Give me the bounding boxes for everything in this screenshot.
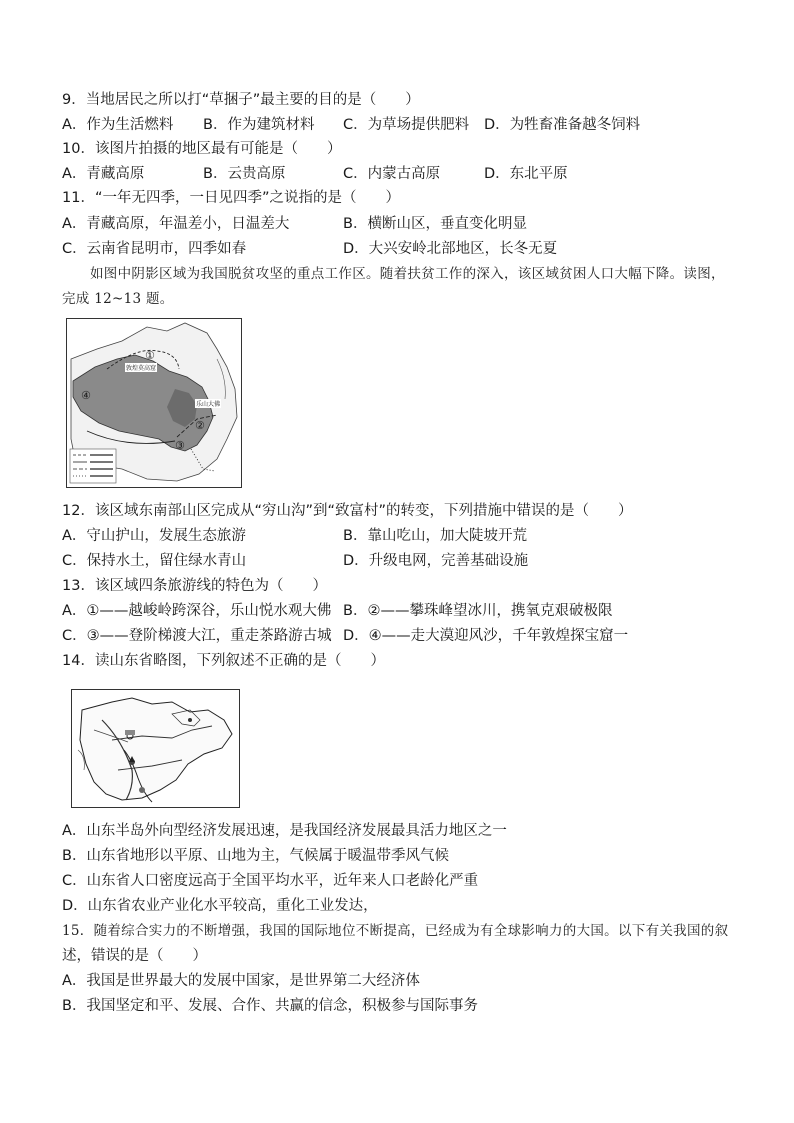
q10-option-a: A．青藏高原 bbox=[62, 166, 145, 182]
q13-option-a: A．①——越峻岭跨深谷，乐山悦水观大佛 bbox=[62, 603, 332, 619]
q15-stem-line2: 述，错误的是（ ） bbox=[62, 948, 207, 964]
map-label-3: ③ bbox=[175, 439, 185, 452]
map-label-4: ④ bbox=[81, 389, 91, 402]
q12-option-b: B．靠山吃山，加大陡坡开荒 bbox=[343, 528, 527, 544]
q12-intro-line2: 完成 12~13 题。 bbox=[62, 291, 174, 307]
q12-option-c: C．保持水土，留住绿水青山 bbox=[62, 553, 247, 569]
q11-option-d: D．大兴安岭北部地区，长冬无夏 bbox=[343, 241, 558, 257]
q14-stem: 14．读山东省略图，下列叙述不正确的是（ ） bbox=[62, 653, 385, 669]
q14-option-a: A．山东半岛外向型经济发展迅速，是我国经济发展最具活力地区之一 bbox=[62, 823, 507, 839]
q11-stem: 11．“一年无四季，一日见四季”之说指的是（ ） bbox=[62, 190, 400, 206]
map-label-dunhuang: 敦煌莫高窟 bbox=[126, 365, 157, 372]
q10-stem: 10．该图片拍摄的地区最有可能是（ ） bbox=[62, 141, 342, 157]
q9-option-b: B．作为建筑材料 bbox=[203, 117, 315, 133]
q13-option-c: C．③——登阶梯渡大江，重走茶路游古城 bbox=[62, 628, 332, 644]
q10-option-c: C．内蒙古高原 bbox=[343, 166, 441, 182]
q9-option-a: A．作为生活燃料 bbox=[62, 117, 174, 133]
q11-option-b: B．横断山区，垂直变化明显 bbox=[343, 216, 527, 232]
q12-option-d: D．升级电网，完善基础设施 bbox=[343, 553, 529, 569]
q9-option-c: C．为草场提供肥料 bbox=[343, 117, 470, 133]
q14-option-b: B．山东省地形以平原、山地为主，气候属于暖温带季风气候 bbox=[62, 848, 449, 864]
q15-option-b: B．我国坚定和平、发展、合作、共赢的信念，积极参与国际事务 bbox=[62, 998, 478, 1014]
map-label-2: ② bbox=[195, 419, 205, 432]
q13-option-d: D．④——走大漠迎风沙，千年敦煌探宝窟一 bbox=[343, 628, 629, 644]
q13-stem: 13．该区域四条旅游线的特色为（ ） bbox=[62, 578, 327, 594]
q10-option-d: D．东北平原 bbox=[484, 166, 568, 182]
q11-option-c: C．云南省昆明市，四季如春 bbox=[62, 241, 247, 257]
q12-option-a: A．守山护山，发展生态旅游 bbox=[62, 528, 246, 544]
q12-intro-line1: 如图中阴影区域为我国脱贫攻坚的重点工作区。随着扶贫工作的深入，该区域贫困人口大幅下降。读图， bbox=[90, 266, 725, 282]
poverty-region-map bbox=[66, 318, 242, 488]
q15-option-a: A．我国是世界最大的发展中国家，是世界第二大经济体 bbox=[62, 973, 420, 989]
q9-option-d: D．为牲畜准备越冬饲料 bbox=[484, 117, 641, 133]
q12-stem: 12．该区域东南部山区完成从“穷山沟”到“致富村”的转变，下列措施中错误的是（ ） bbox=[62, 503, 633, 519]
q13-option-b: B．②——攀珠峰望冰川，携氧克艰破极限 bbox=[343, 603, 613, 619]
shandong-map bbox=[71, 689, 240, 808]
q14-option-c: C．山东省人口密度远高于全国平均水平，近年来人口老龄化严重 bbox=[62, 873, 479, 889]
q10-option-b: B．云贵高原 bbox=[203, 166, 286, 182]
map-label-1: ① bbox=[145, 349, 155, 362]
q15-stem-line1: 15．随着综合实力的不断增强，我国的国际地位不断提高，已经成为有全球影响力的大国。以下有关我国的叙 bbox=[62, 923, 729, 939]
q9-stem: 9．当地居民之所以打“草捆子”最主要的目的是（ ） bbox=[62, 92, 420, 108]
q11-option-a: A．青藏高原，年温差小，日温差大 bbox=[62, 216, 290, 232]
map-label-leshan: 乐山大佛 bbox=[196, 401, 221, 408]
q14-option-d: D．山东省农业产业化水平较高，重化工业发达， bbox=[62, 898, 378, 914]
